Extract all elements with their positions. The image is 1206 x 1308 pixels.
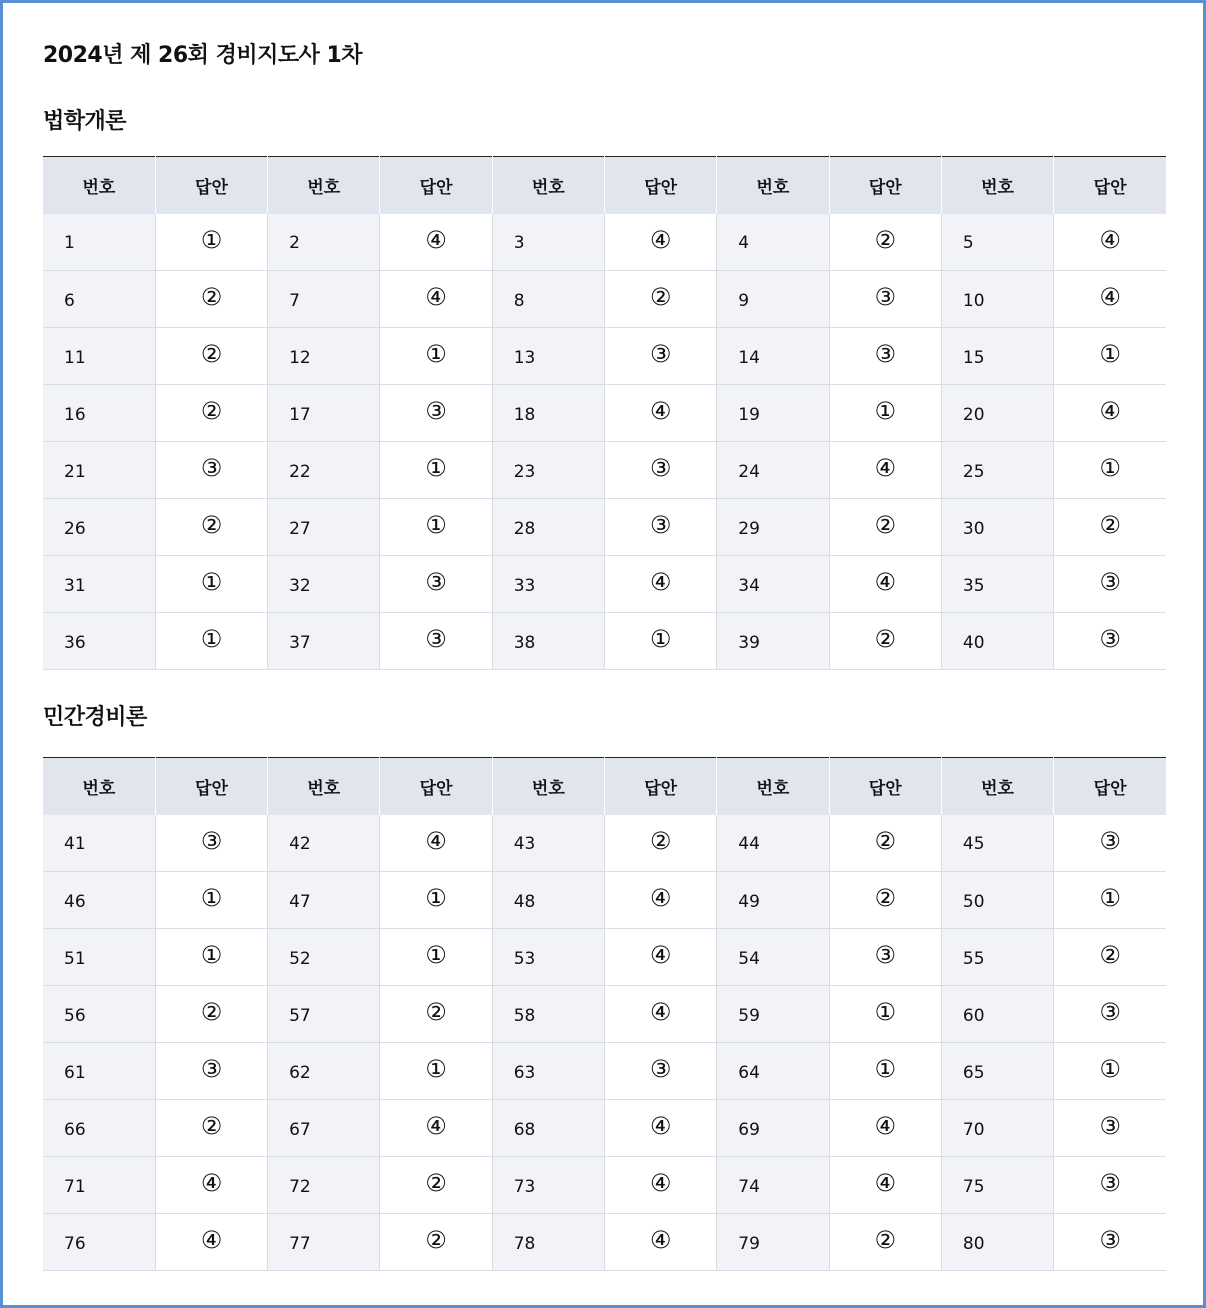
answer-value: ③ — [829, 929, 941, 986]
answer-value: ① — [1054, 442, 1166, 499]
answer-value: ③ — [155, 442, 267, 499]
answer-value: ① — [380, 872, 492, 929]
answer-value: ① — [1054, 328, 1166, 385]
answer-value: ③ — [155, 1043, 267, 1100]
question-number: 33 — [492, 556, 604, 613]
question-number: 26 — [43, 499, 155, 556]
question-number: 70 — [941, 1100, 1053, 1157]
answer-value: ① — [155, 214, 267, 271]
question-number: 51 — [43, 929, 155, 986]
answer-value: ② — [380, 1214, 492, 1271]
table-row — [43, 1100, 1166, 1157]
question-number: 58 — [492, 986, 604, 1043]
answer-value: ④ — [604, 872, 716, 929]
header-answer: 답안 — [829, 157, 941, 214]
answer-value: ③ — [604, 328, 716, 385]
header-answer: 답안 — [829, 758, 941, 815]
question-number: 66 — [43, 1100, 155, 1157]
question-number: 56 — [43, 986, 155, 1043]
question-number: 11 — [43, 328, 155, 385]
question-number: 61 — [43, 1043, 155, 1100]
question-number: 23 — [492, 442, 604, 499]
section-title-private-security: 민간경비론 — [43, 705, 147, 730]
answer-value: ④ — [1054, 385, 1166, 442]
question-number: 6 — [43, 271, 155, 328]
question-number: 14 — [717, 328, 829, 385]
table-row — [43, 385, 1166, 442]
header-answer: 답안 — [1054, 157, 1166, 214]
table-row — [43, 1043, 1166, 1100]
question-number: 27 — [268, 499, 380, 556]
answer-value: ③ — [380, 556, 492, 613]
question-number: 2 — [268, 214, 380, 271]
table-row — [43, 328, 1166, 385]
table-row — [43, 499, 1166, 556]
answer-value: ① — [829, 986, 941, 1043]
question-number: 59 — [717, 986, 829, 1043]
page-title: 2024년 제 26회 경비지도사 1차 — [43, 43, 363, 68]
answer-value: ① — [604, 613, 716, 670]
question-number: 15 — [941, 328, 1053, 385]
answer-value: ② — [155, 1100, 267, 1157]
question-number: 4 — [717, 214, 829, 271]
question-number: 42 — [268, 815, 380, 872]
answer-value: ③ — [155, 815, 267, 872]
answer-value: ② — [380, 986, 492, 1043]
question-number: 10 — [941, 271, 1053, 328]
question-number: 24 — [717, 442, 829, 499]
answer-value: ① — [829, 385, 941, 442]
question-number: 67 — [268, 1100, 380, 1157]
table-body — [43, 214, 1166, 670]
header-answer: 답안 — [604, 157, 716, 214]
answer-value: ① — [155, 872, 267, 929]
question-number: 25 — [941, 442, 1053, 499]
question-number: 46 — [43, 872, 155, 929]
question-number: 75 — [941, 1157, 1053, 1214]
question-number: 43 — [492, 815, 604, 872]
answer-value: ④ — [155, 1157, 267, 1214]
question-number: 17 — [268, 385, 380, 442]
answer-value: ④ — [380, 815, 492, 872]
question-number: 50 — [941, 872, 1053, 929]
answer-value: ② — [1054, 929, 1166, 986]
question-number: 22 — [268, 442, 380, 499]
answer-value: ③ — [829, 271, 941, 328]
question-number: 19 — [717, 385, 829, 442]
header-number: 번호 — [268, 758, 380, 815]
answer-value: ④ — [604, 929, 716, 986]
question-number: 21 — [43, 442, 155, 499]
question-number: 35 — [941, 556, 1053, 613]
table-header — [43, 157, 1166, 214]
question-number: 52 — [268, 929, 380, 986]
header-answer: 답안 — [155, 157, 267, 214]
question-number: 41 — [43, 815, 155, 872]
table-row — [43, 986, 1166, 1043]
answer-value: ④ — [380, 1100, 492, 1157]
answer-value: ② — [829, 872, 941, 929]
question-number: 30 — [941, 499, 1053, 556]
header-number: 번호 — [941, 758, 1053, 815]
question-number: 62 — [268, 1043, 380, 1100]
question-number: 76 — [43, 1214, 155, 1271]
table-row — [43, 442, 1166, 499]
answer-value: ④ — [829, 1100, 941, 1157]
table-row — [43, 214, 1166, 271]
question-number: 1 — [43, 214, 155, 271]
question-number: 28 — [492, 499, 604, 556]
answer-value: ③ — [604, 499, 716, 556]
question-number: 45 — [941, 815, 1053, 872]
answer-value: ② — [155, 328, 267, 385]
answer-value: ② — [604, 815, 716, 872]
question-number: 8 — [492, 271, 604, 328]
header-number: 번호 — [717, 758, 829, 815]
answer-value: ② — [829, 613, 941, 670]
table-row — [43, 1157, 1166, 1214]
answer-value: ② — [829, 499, 941, 556]
answer-value: ② — [1054, 499, 1166, 556]
answer-value: ① — [1054, 1043, 1166, 1100]
table-row — [43, 929, 1166, 986]
question-number: 65 — [941, 1043, 1053, 1100]
question-number: 5 — [941, 214, 1053, 271]
answer-value: ③ — [1054, 613, 1166, 670]
answer-value: ④ — [829, 556, 941, 613]
question-number: 53 — [492, 929, 604, 986]
question-number: 69 — [717, 1100, 829, 1157]
question-number: 55 — [941, 929, 1053, 986]
answer-value: ④ — [604, 385, 716, 442]
answer-value: ③ — [380, 613, 492, 670]
question-number: 49 — [717, 872, 829, 929]
question-number: 48 — [492, 872, 604, 929]
answer-value: ③ — [1054, 986, 1166, 1043]
answer-value: ④ — [604, 214, 716, 271]
question-number: 36 — [43, 613, 155, 670]
question-number: 79 — [717, 1214, 829, 1271]
table-row — [43, 815, 1166, 872]
header-answer: 답안 — [155, 758, 267, 815]
answer-value: ② — [829, 214, 941, 271]
table-body — [43, 815, 1166, 1271]
header-number: 번호 — [268, 157, 380, 214]
answer-value: ④ — [829, 442, 941, 499]
table-row — [43, 872, 1166, 929]
table-header — [43, 758, 1166, 815]
section-title-law: 법학개론 — [43, 109, 127, 134]
question-number: 40 — [941, 613, 1053, 670]
answer-table-private-security — [43, 757, 1166, 1271]
question-number: 60 — [941, 986, 1053, 1043]
answer-table-law — [43, 156, 1166, 670]
header-number: 번호 — [717, 157, 829, 214]
question-number: 74 — [717, 1157, 829, 1214]
header-answer: 답안 — [604, 758, 716, 815]
answer-value: ③ — [829, 328, 941, 385]
answer-value: ② — [155, 385, 267, 442]
question-number: 31 — [43, 556, 155, 613]
answer-value: ③ — [1054, 815, 1166, 872]
question-number: 9 — [717, 271, 829, 328]
header-number: 번호 — [492, 758, 604, 815]
answer-value: ② — [155, 986, 267, 1043]
answer-value: ④ — [604, 1214, 716, 1271]
question-number: 80 — [941, 1214, 1053, 1271]
question-number: 13 — [492, 328, 604, 385]
header-number: 번호 — [941, 157, 1053, 214]
question-number: 54 — [717, 929, 829, 986]
question-number: 39 — [717, 613, 829, 670]
header-answer: 답안 — [1054, 758, 1166, 815]
answer-value: ① — [380, 499, 492, 556]
answer-value: ② — [829, 1214, 941, 1271]
question-number: 37 — [268, 613, 380, 670]
question-number: 63 — [492, 1043, 604, 1100]
answer-value: ① — [380, 442, 492, 499]
question-number: 77 — [268, 1214, 380, 1271]
answer-value: ② — [829, 815, 941, 872]
table-row — [43, 1214, 1166, 1271]
answer-value: ④ — [1054, 214, 1166, 271]
question-number: 57 — [268, 986, 380, 1043]
question-number: 73 — [492, 1157, 604, 1214]
answer-value: ① — [380, 1043, 492, 1100]
table-row — [43, 556, 1166, 613]
question-number: 29 — [717, 499, 829, 556]
answer-value: ① — [155, 929, 267, 986]
question-number: 72 — [268, 1157, 380, 1214]
answer-value: ② — [155, 271, 267, 328]
answer-value: ③ — [604, 1043, 716, 1100]
table-row — [43, 271, 1166, 328]
question-number: 44 — [717, 815, 829, 872]
header-answer: 답안 — [380, 758, 492, 815]
question-number: 47 — [268, 872, 380, 929]
header-number: 번호 — [43, 758, 155, 815]
header-answer: 답안 — [380, 157, 492, 214]
answer-value: ② — [604, 271, 716, 328]
answer-value: ③ — [1054, 1100, 1166, 1157]
answer-value: ③ — [380, 385, 492, 442]
question-number: 16 — [43, 385, 155, 442]
answer-value: ① — [155, 556, 267, 613]
question-number: 3 — [492, 214, 604, 271]
answer-value: ① — [380, 929, 492, 986]
question-number: 34 — [717, 556, 829, 613]
table-row — [43, 613, 1166, 670]
answer-value: ② — [380, 1157, 492, 1214]
answer-value: ③ — [604, 442, 716, 499]
answer-value: ④ — [604, 556, 716, 613]
question-number: 18 — [492, 385, 604, 442]
question-number: 38 — [492, 613, 604, 670]
question-number: 64 — [717, 1043, 829, 1100]
question-number: 20 — [941, 385, 1053, 442]
question-number: 68 — [492, 1100, 604, 1157]
question-number: 12 — [268, 328, 380, 385]
answer-value: ④ — [155, 1214, 267, 1271]
answer-value: ④ — [380, 271, 492, 328]
answer-value: ④ — [829, 1157, 941, 1214]
answer-value: ① — [380, 328, 492, 385]
answer-value: ① — [1054, 872, 1166, 929]
answer-value: ④ — [604, 1100, 716, 1157]
answer-value: ④ — [1054, 271, 1166, 328]
question-number: 78 — [492, 1214, 604, 1271]
answer-value: ① — [829, 1043, 941, 1100]
question-number: 71 — [43, 1157, 155, 1214]
answer-value: ④ — [604, 1157, 716, 1214]
header-number: 번호 — [492, 157, 604, 214]
answer-value: ③ — [1054, 1214, 1166, 1271]
answer-value: ③ — [1054, 556, 1166, 613]
question-number: 32 — [268, 556, 380, 613]
answer-value: ① — [155, 613, 267, 670]
question-number: 7 — [268, 271, 380, 328]
header-number: 번호 — [43, 157, 155, 214]
answer-value: ④ — [604, 986, 716, 1043]
answer-value: ② — [155, 499, 267, 556]
answer-value: ④ — [380, 214, 492, 271]
answer-value: ③ — [1054, 1157, 1166, 1214]
